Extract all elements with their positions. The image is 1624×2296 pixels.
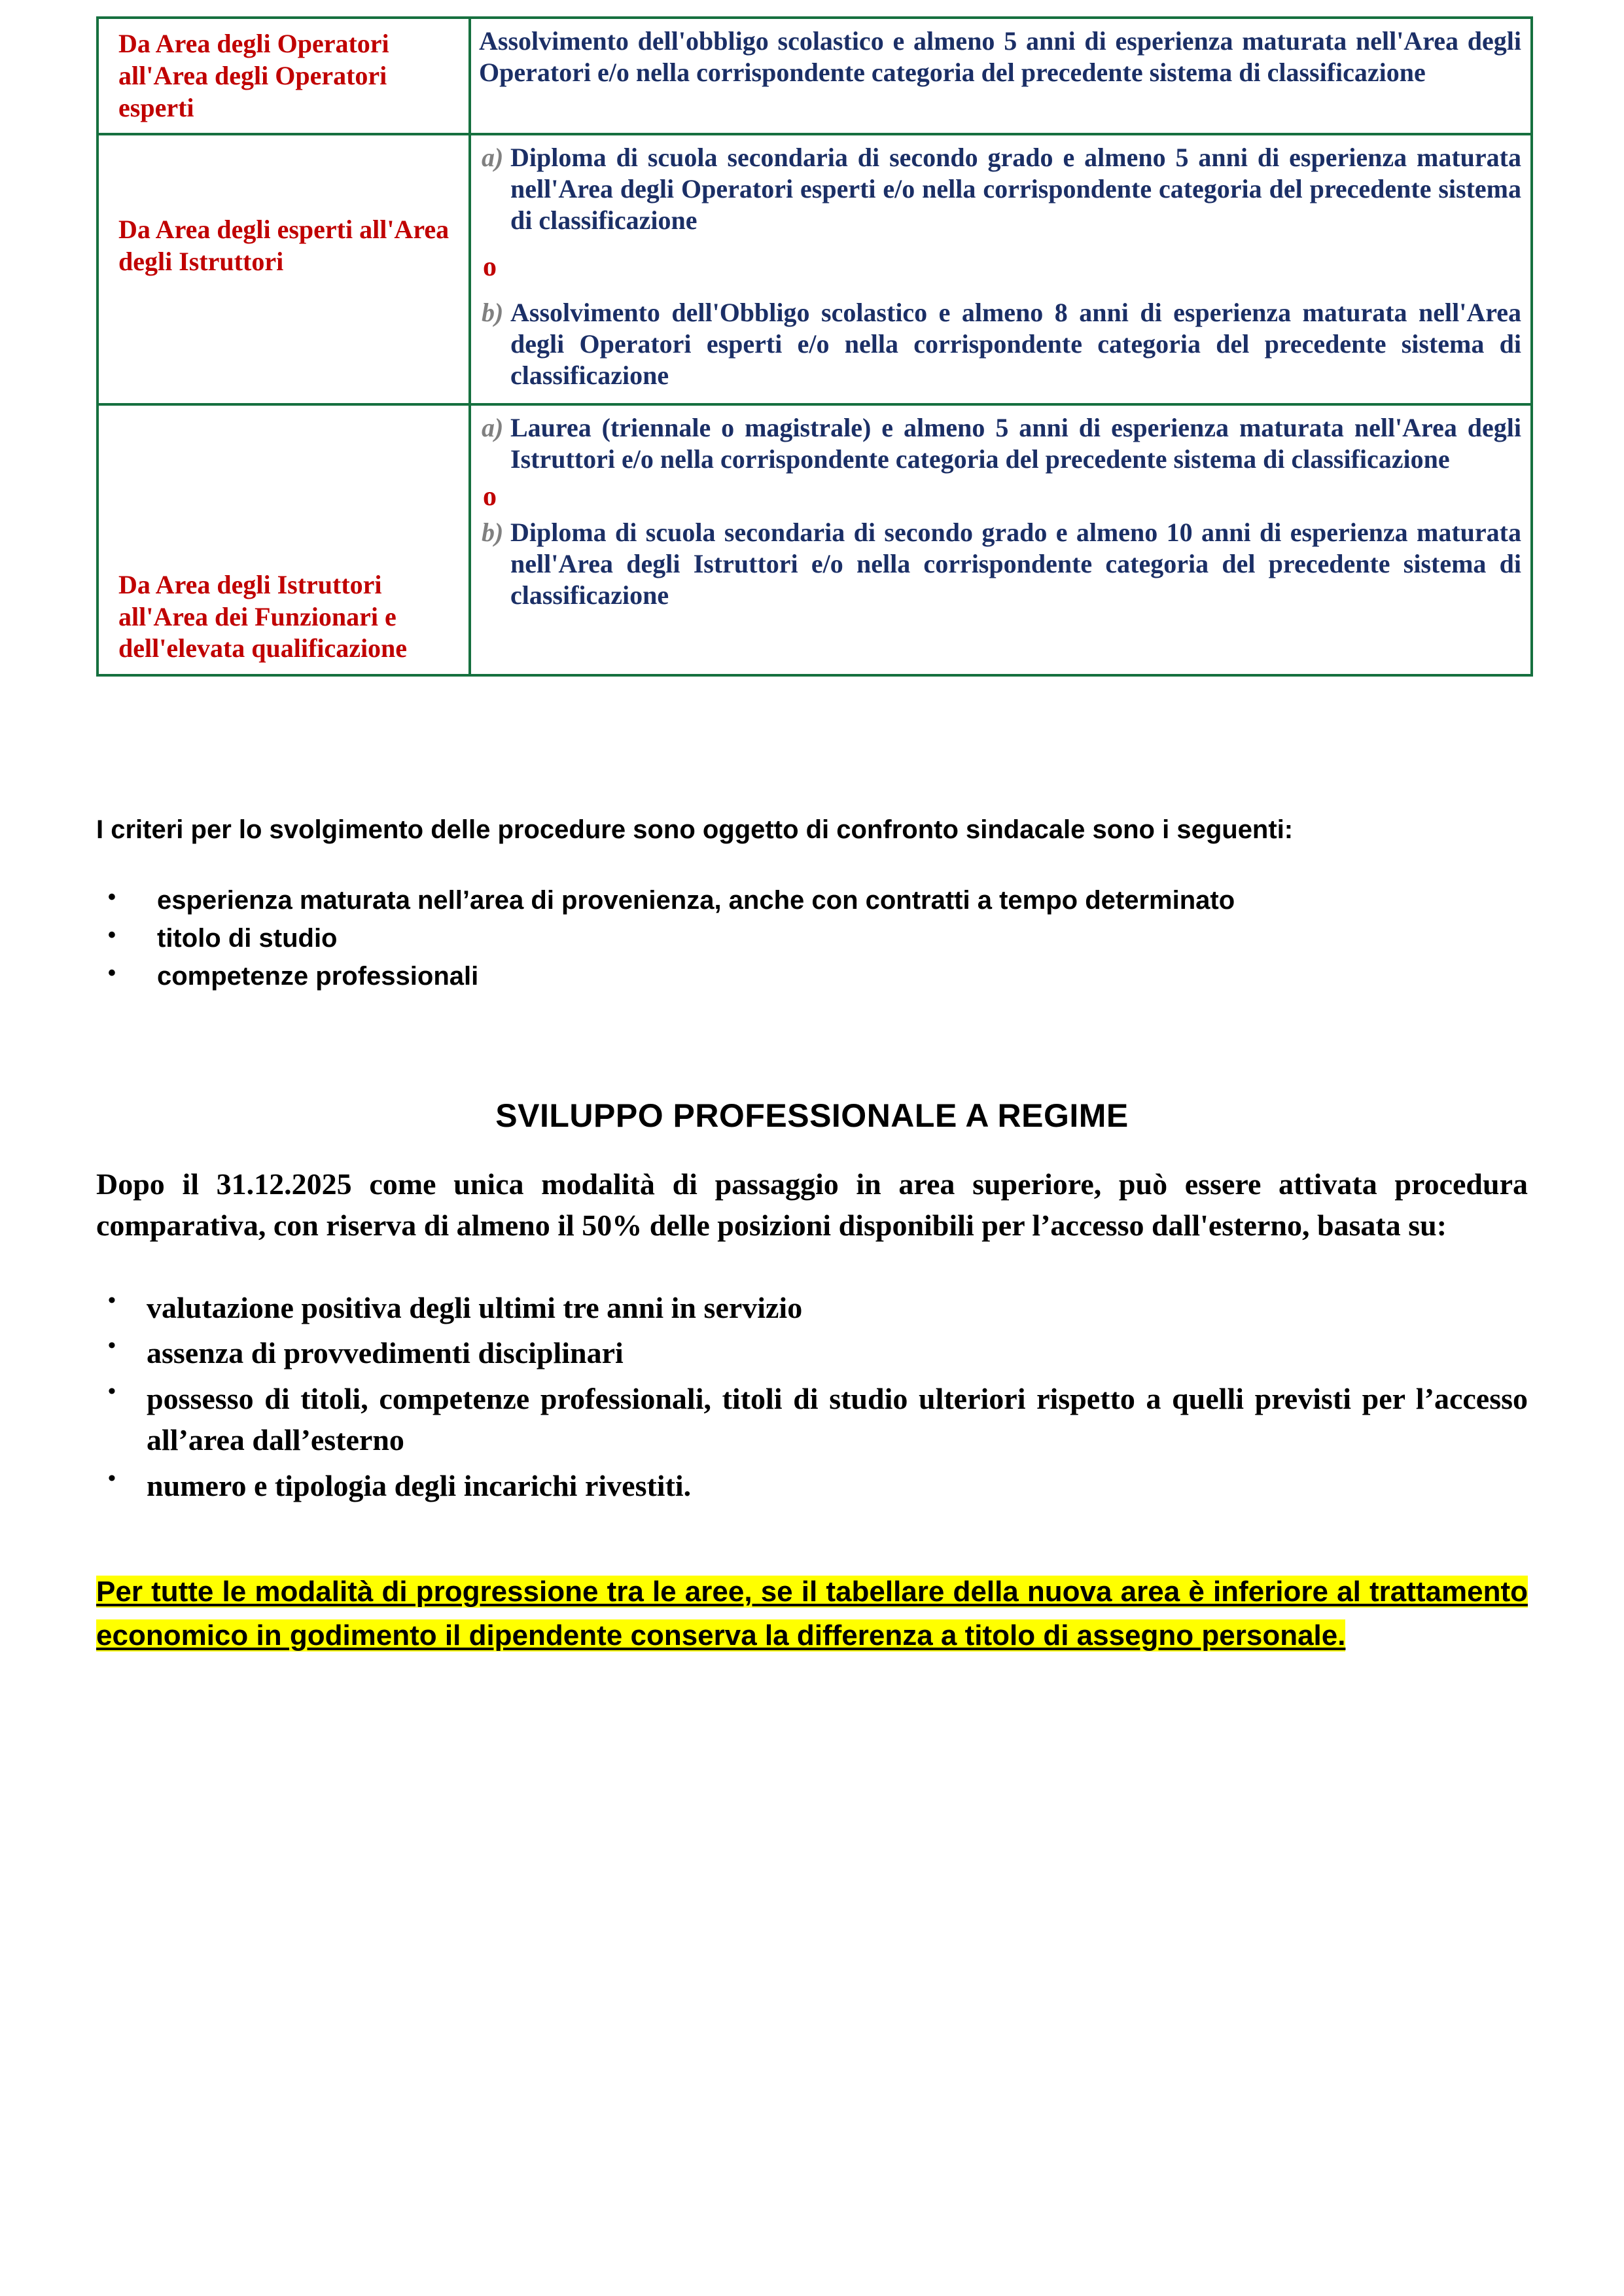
- list-item: [96, 958, 1528, 995]
- requirement-option: [479, 297, 1521, 391]
- table-row: [97, 134, 1532, 404]
- bullet-icon: •: [108, 1333, 116, 1358]
- bullet-icon: •: [108, 961, 116, 985]
- regime-paragraph: Dopo il 31.12.2025 come unica modalità di passaggio in area superiore, può essere attivata procedura comparativa, con riserva di almeno il 50% delle posizioni disponibili per l’accesso dall'esterno, basata su:: [96, 1167, 1528, 1243]
- option-marker: b): [482, 518, 504, 548]
- table-cell-requirements: [470, 134, 1532, 404]
- section-heading: SVILUPPO PROFESSIONALE A REGIME: [495, 1097, 1129, 1134]
- option-marker: a): [482, 412, 504, 442]
- requirement-option: [479, 142, 1521, 236]
- criteria-list: [96, 882, 1528, 996]
- list-item-label: competenze professionali: [157, 962, 479, 991]
- criteria-intro-text: I criteri per lo svolgimento delle procedure sono oggetto di confronto sindacale sono i seguenti:: [96, 815, 1294, 844]
- option-text: Assolvimento dell'Obbligo scolastico e almeno 8 anni di esperienza maturata nell'Area degli Operatori esperti e/o nella corrispondente categoria del precedente sistema di classificazione: [510, 297, 1521, 390]
- bullet-icon: •: [108, 1379, 116, 1404]
- list-item: [96, 882, 1528, 919]
- table-cell-area: [97, 134, 470, 404]
- list-item-label: possesso di titoli, competenze professionali, titoli di studio ulteriori rispetto a quelli previsti per l’accesso all’area dall’esterno: [147, 1381, 1528, 1457]
- bullet-icon: •: [108, 1466, 116, 1491]
- regime-criteria-list: [96, 1287, 1528, 1510]
- list-item: [96, 1378, 1528, 1461]
- table-cell-requirements: [470, 18, 1532, 134]
- list-item-label: titolo di studio: [157, 924, 338, 953]
- option-text: Diploma di scuola secondaria di secondo grado e almeno 10 anni di esperienza maturata nell'Area degli Istruttori e/o nella corrispondente categoria del precedente sistema di classificazione: [510, 518, 1521, 610]
- list-item-label: valutazione positiva degli ultimi tre anni in servizio: [147, 1291, 803, 1324]
- list-item: [96, 920, 1528, 957]
- list-item: [96, 1287, 1528, 1328]
- option-text: Laurea (triennale o magistrale) e almeno 5 anni di esperienza maturata nell'Area degli Istruttori e/o nella corrispondente categoria del precedente sistema di classificazione: [510, 412, 1521, 474]
- area-label: Da Area degli Operatori all'Area degli Operatori esperti: [118, 29, 389, 122]
- highlighted-note-text: Per tutte le modalità di progressione tra le aree, se il tabellare della nuova area è inferiore al trattamento economico in godimento il dipendente conserva la differenza a titolo di assegno personale.: [96, 1576, 1528, 1651]
- progression-requirements-table: [96, 16, 1533, 677]
- option-text: Diploma di scuola secondaria di secondo grado e almeno 5 anni di esperienza maturata nell'Area degli Operatori esperti e/o nella corrispondente categoria del precedente sistema di classificazione: [510, 143, 1521, 236]
- list-item: [96, 1465, 1528, 1506]
- highlighted-note: [96, 1570, 1528, 1658]
- option-marker: a): [482, 143, 504, 173]
- area-label: Da Area degli Istruttori all'Area dei Funzionari e dell'elevata qualificazione: [118, 569, 408, 663]
- or-separator: o: [483, 252, 497, 283]
- area-label: Da Area degli esperti all'Area degli Istruttori: [118, 215, 450, 277]
- table-cell-area: [97, 18, 470, 134]
- table-cell-area: [97, 404, 470, 675]
- option-marker: b): [482, 297, 504, 327]
- bullet-icon: •: [108, 923, 116, 947]
- list-item-label: esperienza maturata nell’area di provenienza, anche con contratti a tempo determinato: [157, 886, 1235, 915]
- table-row: [97, 404, 1532, 675]
- list-item-label: assenza di provvedimenti disciplinari: [147, 1336, 624, 1370]
- or-separator: o: [483, 481, 497, 512]
- requirement-option: [479, 412, 1521, 475]
- bullet-icon: •: [108, 1288, 116, 1313]
- table-cell-requirements: [470, 404, 1532, 675]
- table-row: [97, 18, 1532, 134]
- list-item-label: numero e tipologia degli incarichi rivestiti.: [147, 1468, 692, 1502]
- requirement-option: [479, 517, 1521, 611]
- bullet-icon: •: [108, 885, 116, 910]
- list-item: [96, 1332, 1528, 1373]
- requirement-text: Assolvimento dell'obbligo scolastico e almeno 5 anni di esperienza maturata nell'Area degli Operatori e/o nella corrispondente categoria del precedente sistema di classificazione: [479, 26, 1521, 87]
